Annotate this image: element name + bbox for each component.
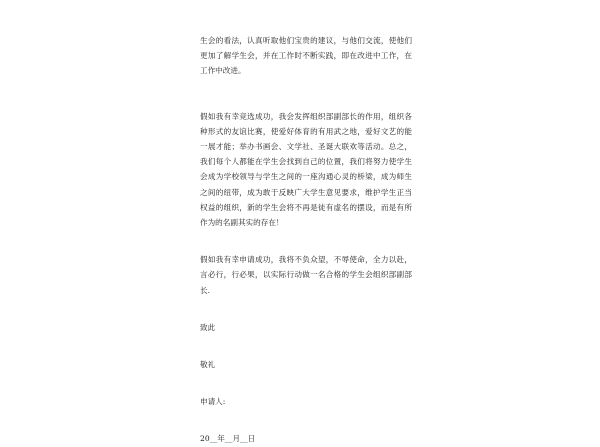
paragraph-continuation: 生会的看法，认真听取他们宝贵的建议，与他们交流，使他们更加了解学生会，并在工作时不断实践，即在改进中工作，在工作中改进。 [200,36,412,76]
date-line: 20__年__月__日 [200,434,256,444]
document-body [200,33,412,447]
paragraph-spacer [200,298,412,320]
paragraph-spacer [200,372,412,394]
closing-salutation: 致此 [200,322,216,332]
paragraph-spacer [200,335,412,357]
paragraph-spacer [200,79,412,109]
paragraph-spacer [200,409,412,431]
paragraph-campaign-promise: 假如我有幸竞选成功，我会发挥组织部副部长的作用，组织各种形式的友谊比赛，使爱好体育的有用武之地，爱好文艺的能一展才能；举办书画会、文学社、圣诞大联欢等活动。总之，我们每个人都能在学生会找到自己的位置，我们将努力使学生会成为学校领导与学生之间的一座沟通心灵的桥梁，成为师生之间的纽带，成为敢于反映广大学生意见要求，维护学生正当权益的组织，新的学生会将不再是徒有虚名的摆设，而是有所作为的名副其实的存在！ [200,111,412,228]
applicant-signature-label: 申请人: [200,397,226,407]
closing-regards: 敬礼 [200,360,216,370]
paragraph-spacer [200,230,412,252]
paragraph-commitment: 假如我有幸申请成功，我将不负众望，不辱使命，全力以赴，言必行，行必果，以实际行动做一名合格的学生会组织部副部长. [200,255,412,295]
